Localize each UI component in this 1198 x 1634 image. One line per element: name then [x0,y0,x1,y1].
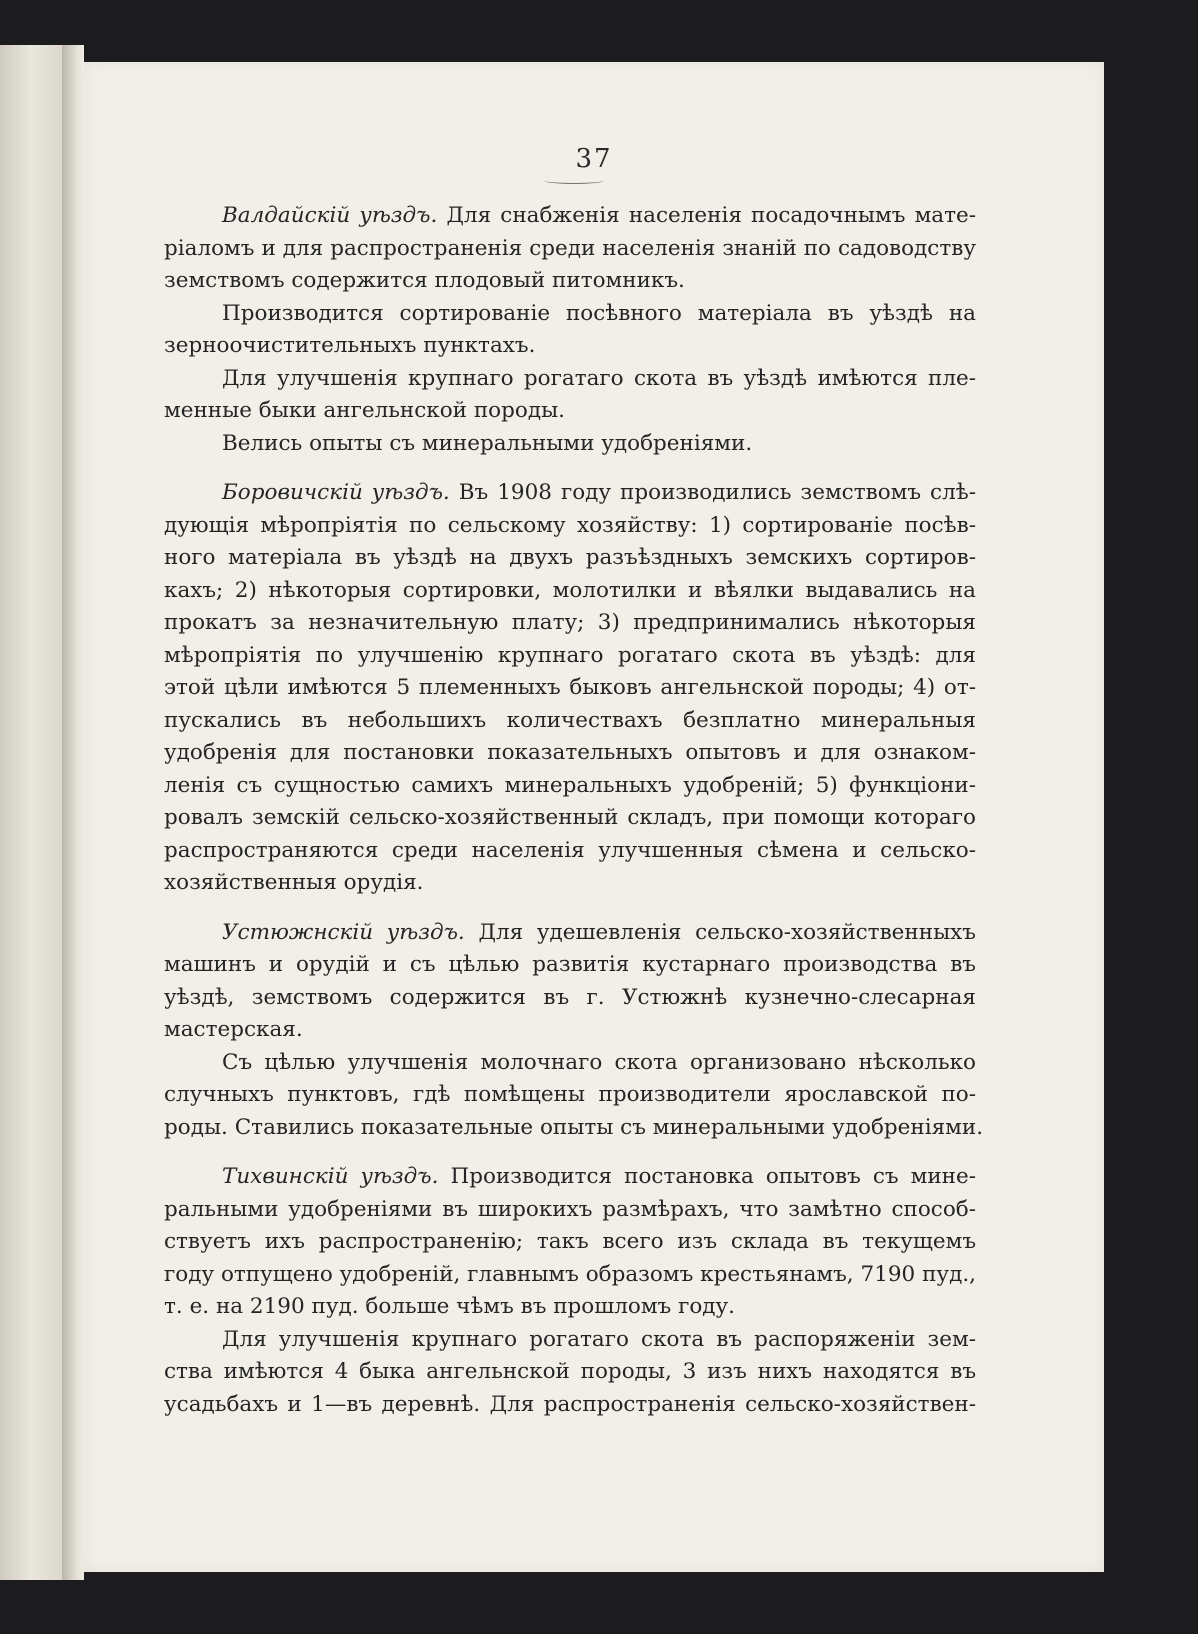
line-text: хозяйственныя орудія. [164,870,424,895]
line-text: ства имѣются 4 быка ангельнской породы, 3 изъ нихъ находятся въ [164,1359,976,1384]
paragraph [164,1161,976,1324]
text-line [164,363,976,396]
line-text: т. е. на 2190 пуд. больше чѣмъ въ прошломъ году. [164,1294,735,1319]
line-text: ральными удобреніями въ широкихъ размѣрахъ, что замѣтно способ- [164,1196,976,1222]
text-line [164,640,976,673]
line-text: Велись опыты съ минеральными удобреніями. [222,430,753,456]
text-line [164,298,976,331]
text-line [164,1014,976,1047]
paragraph [164,1047,984,1145]
line-text: ріаломъ и для распространенія среди населенія знаній по садоводству [164,235,976,261]
text-line [164,982,976,1015]
line-text: Для улучшенія крупнаго рогатаго скота въ распоряженіи зем- [222,1326,976,1352]
text-line [164,1112,984,1145]
text-line [164,510,976,543]
text-line [164,867,976,900]
text-line [164,917,976,950]
text-line [164,1259,976,1292]
line-text: уѣздѣ, земствомъ содержится въ г. Устюжнѣ кузнечно-слесарная [164,984,976,1010]
text-line [164,395,976,428]
book-page [84,62,1104,1572]
text-line [164,1047,976,1080]
text-line [164,802,976,835]
text-line [164,1079,976,1112]
text-line [164,705,976,738]
line-text: кахъ; 2) нѣкоторыя сортировки, молотилки и вѣялки выдавались на [164,577,976,603]
district-heading: Боровичскій уѣздъ. [222,480,450,505]
line-text: пускались въ небольшихъ количествахъ безплатно минеральныя [164,707,976,733]
line-text: году отпущено удобреній, главнымъ образомъ крестьянамъ, 7190 пуд., [164,1261,976,1287]
line-text: Производится сортированіе посѣвного матеріала въ уѣздѣ на [222,300,976,326]
text-line [164,1291,976,1324]
text-line [164,1194,976,1227]
text-line [164,1389,976,1422]
text-line [164,835,976,868]
line-text: ленія съ сущностью самихъ минеральныхъ удобреній; 5) функціони- [164,772,976,798]
line-text: ного матеріала въ уѣздѣ на двухъ разъѣздныхъ земскихъ сортиров- [164,545,976,570]
text-line [164,542,976,575]
line-text: прокатъ за незначительную плату; 3) предпринимались нѣкоторыя [164,610,976,635]
book-gutter [62,45,84,1580]
line-text: мѣропріятія по улучшенію крупнаго рогатаго скота въ уѣздѣ: для [164,642,976,668]
text-line [164,607,976,640]
line-text: удобренія для постановки показательныхъ опытовъ и для ознаком- [164,740,976,765]
line-text: мастерская. [164,1017,303,1042]
text-line [164,233,976,266]
line-text: земствомъ содержится плодовый питомникъ. [164,268,685,293]
line-text: зерноочистительныхъ пунктахъ. [164,333,536,358]
line-text: дующія мѣропріятія по сельскому хозяйству: 1) сортированіе посѣв- [164,512,976,538]
line-text: распространяются среди населенія улучшенныя сѣмена и сельско- [164,837,976,863]
district-heading: Устюжнскій уѣздъ. [222,919,465,945]
text-line [164,265,976,298]
paragraph [164,917,976,1047]
text-line [164,672,976,705]
line-text: Производится постановка опытовъ съ мине- [438,1164,976,1189]
text-line [164,1161,976,1194]
line-text: случныхъ пунктовъ, гдѣ помѣщены производители ярославской по- [164,1082,976,1107]
paragraph-gap [164,1144,976,1161]
page-number-ornament [544,177,604,184]
line-text: менные быки ангельнской породы. [164,398,566,423]
paragraph-gap [164,900,976,917]
text-line [164,770,976,803]
text-line [164,477,976,510]
paragraph [164,298,976,363]
text-line [164,575,976,608]
paragraph-gap [164,460,976,477]
text-line [164,1324,976,1357]
paragraph [164,477,976,900]
line-text: ствуетъ ихъ распространенію; такъ всего изъ склада въ текущемъ [164,1229,976,1254]
paragraph [164,1324,976,1422]
text-line [164,1226,976,1259]
district-heading: Тихвинскій уѣздъ. [222,1164,439,1189]
line-text: этой цѣли имѣются 5 племенныхъ быковъ ангельнской породы; 4) от- [164,675,976,700]
paragraph [164,363,976,428]
line-text: ровалъ земскій сельско-хозяйственный складъ, при помощи котораго [164,805,976,830]
line-text: Для снабженія населенія посадочнымъ мате- [437,203,977,228]
line-text: машинъ и орудій и съ цѣлью развитія кустарнаго производства въ [164,952,976,977]
paragraph [164,428,976,461]
line-text: Съ цѣлью улучшенія молочнаго скота организовано нѣсколько [222,1049,976,1075]
line-text: Для удешевленія сельско-хозяйственныхъ [464,919,976,945]
text-line [164,330,976,363]
text-line [164,1356,976,1389]
paragraph [164,200,976,298]
line-text: усадьбахъ и 1—въ деревнѣ. Для распространенія сельско-хозяйствен- [164,1391,976,1417]
text-line [164,949,976,982]
page-text [164,200,984,1421]
district-heading: Валдайскій уѣздъ. [222,203,438,228]
text-line [164,737,976,770]
left-page-edge [0,45,64,1580]
line-text: Для улучшенія крупнаго рогатаго скота въ уѣздѣ имѣются пле- [222,365,976,391]
page-number: 37 [575,144,613,174]
line-text: роды. Ставились показательные опыты съ минеральными удобреніями. [164,1114,984,1140]
line-text: Въ 1908 году производились земствомъ слѣ- [449,480,976,505]
text-line [164,200,976,233]
text-line [164,428,976,461]
